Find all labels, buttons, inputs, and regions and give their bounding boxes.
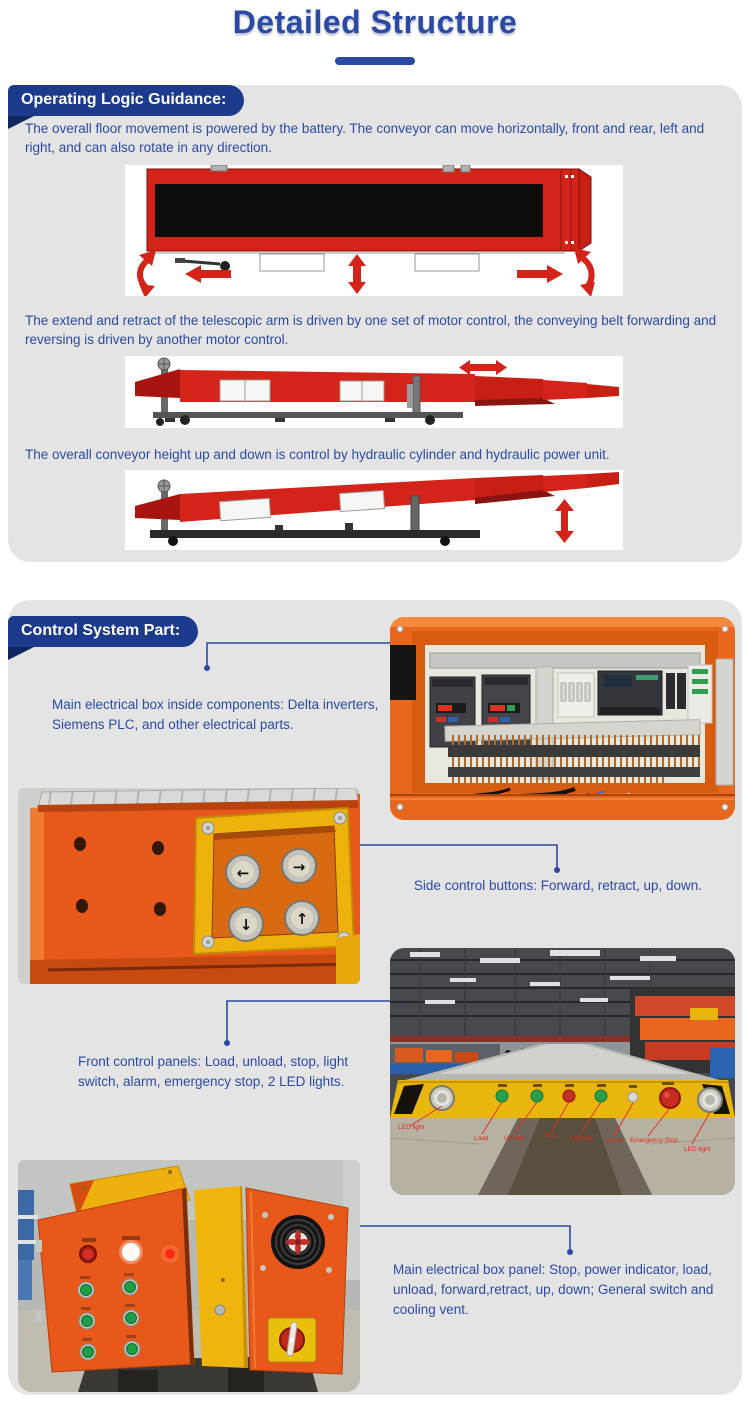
unload-button[interactable] [122,1279,138,1295]
photo-electrical-box-inside [390,617,735,820]
page-title: Detailed Structure [232,4,518,40]
paragraph-floor-movement: The overall floor movement is powered by the battery. The conveyor can move horizontally, front and rear, left and right, and can also rotate in any direction. [25,121,705,155]
right-arrow-icon: → [292,858,306,876]
alarm-button[interactable] [628,1092,638,1102]
front-panel-label: LED light [684,1146,711,1153]
up-down-arrow-icon [348,254,366,294]
load-button[interactable] [78,1282,94,1298]
paragraph-telescopic-arm: The extend and retract of the telescopic arm is driven by one set of motor control, the conveying belt forwarding and reversing is driven by another motor control. [25,313,717,347]
front-panel-label: Lighting [570,1135,593,1142]
left-right-arrow-icon [459,360,507,375]
callout-line-main-box-panel [360,1220,580,1258]
control-system-section [8,600,742,1395]
panel-bolt [334,812,346,824]
caption-electrical-box-inside: Main electrical box inside components: Delta inverters, Siemens PLC, and other electrical parts. [52,697,379,732]
up-arrow-icon: ↑ [295,910,309,928]
power-indicator-light [119,1240,143,1264]
caption-side-control-buttons: Side control buttons: Forward, retract, up, down. [413,878,703,893]
led-light-right [698,1088,722,1112]
rotate-cw-arrow-icon [574,248,595,296]
stop-button[interactable] [563,1090,575,1102]
front-control-panel-art [390,948,735,1195]
forward-button[interactable] [79,1313,95,1329]
electrical-box-inside-art [390,617,735,820]
caption-front-control-panel: Front control panels: Load, unload, stop, light switch, alarm, emergency stop, 2 LED lights. [78,1054,349,1089]
title-underline [335,57,415,65]
front-panel-label: Unload [504,1135,525,1142]
retract-button[interactable] [123,1310,139,1326]
emergency-stop-button[interactable] [660,1088,680,1108]
front-panel-label: Alarm [606,1137,623,1144]
paragraph-height-control: The overall conveyor height up and down is control by hydraulic cylinder and hydraulic power unit. [25,447,610,462]
rotate-ccw-arrow-icon [139,250,156,296]
front-panel-label: Stop [544,1132,558,1139]
front-panel-label: LED light [398,1124,425,1131]
panel-bolt [202,822,214,834]
forward-button[interactable] [226,855,260,889]
down-button[interactable] [229,907,263,941]
stop-button[interactable] [80,1246,96,1262]
conveyor-raised-view-drawing [125,470,623,550]
siemens-plc [598,671,662,715]
power-led-glow [161,1245,179,1263]
main-electrical-box-panel-art [18,1160,360,1392]
down-arrow-icon: ↓ [239,916,253,934]
up-down-arrow-icon [555,499,574,543]
load-button[interactable] [496,1090,508,1102]
callout-line-front-panel [222,996,394,1052]
operating-logic-section [8,85,742,562]
conveyor-side-view-drawing [125,356,623,428]
photo-side-control-buttons [18,788,360,984]
section-ribbon-control-system: Control System Part: [8,616,198,647]
conveyor-top-view-drawing [125,165,623,296]
side-control-buttons-art [18,788,360,984]
retract-button[interactable] [282,849,316,883]
photo-main-electrical-box-panel [18,1160,360,1392]
panel-bolt [202,936,214,948]
general-switch[interactable] [268,1318,316,1362]
up-button[interactable] [285,901,319,935]
figure-conveyor-side-view [125,356,623,428]
callout-line-side-buttons [360,840,565,875]
figure-conveyor-raised-view [125,470,623,550]
left-arrow-icon: ← [236,864,250,882]
lighting-button[interactable] [595,1090,607,1102]
front-panel-label: Load [474,1135,489,1142]
figure-conveyor-top-view [125,165,623,296]
unload-button[interactable] [531,1090,543,1102]
caption-main-electrical-box-panel: Main electrical box panel: Stop, power indicator, load, unload, forward,retract, up, down; General switch and cooling vent. [393,1262,714,1317]
up-button[interactable] [80,1344,96,1360]
down-button[interactable] [124,1341,140,1357]
photo-front-control-panel [390,948,735,1195]
right-arrow-icon [517,265,563,283]
circuit-breakers [558,673,594,717]
front-panel-label: Emergency Stop [630,1137,679,1144]
section-ribbon-operating-logic: Operating Logic Guidance: [8,85,244,116]
callout-line-electrical-box [202,638,402,674]
